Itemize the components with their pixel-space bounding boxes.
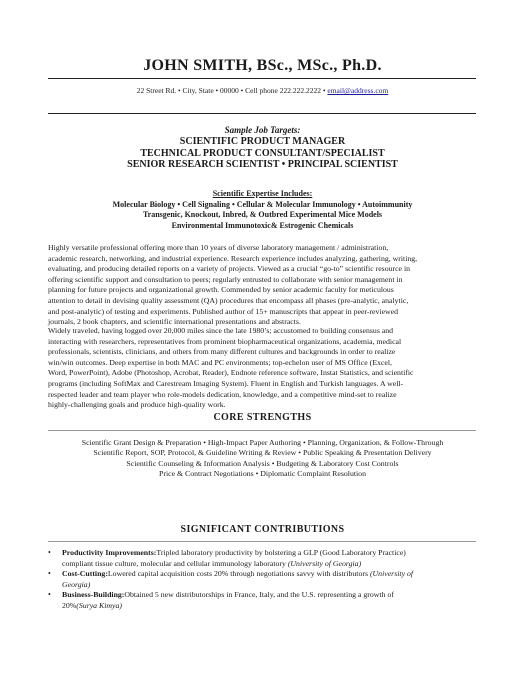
- bullet-icon: •: [48, 548, 51, 557]
- contribution-org: (University of Georgia): [287, 558, 362, 568]
- summary-line: attention to detail in devising quality assessment (QA) procedures that encompass all phases (pre-analytic, analytic,: [48, 295, 409, 305]
- summary-line: Highly versatile professional offering more than 10 years of diverse laboratory management / administration,: [48, 243, 389, 252]
- core-strengths-list: [0, 438, 525, 480]
- strengths-line: Scientific Grant Design & Preparation • High-Impact Paper Authoring • Planning, Organization, & Follow-Through: [81, 438, 444, 447]
- contribution-org: Georgia): [62, 579, 91, 589]
- strengths-line: Scientific Counseling & Information Analysis • Budgeting & Laboratory Cost Controls: [126, 458, 399, 468]
- contribution-org: (Surya Kimya): [76, 600, 122, 610]
- job-target-title: SENIOR RESEARCH SCIENTIST • PRINCIPAL SCIENTIST: [127, 159, 398, 170]
- core-strengths-title: CORE STRENGTHS: [213, 412, 312, 423]
- contribution-label: Productivity Improvements:: [62, 548, 157, 557]
- header-top-rule: [48, 78, 476, 79]
- expertise-line: Molecular Biology • Cell Signaling • Cellular & Molecular Immunology • Autoimmunity: [112, 199, 413, 209]
- job-targets: [0, 125, 525, 171]
- expertise-block: [0, 189, 525, 231]
- summary-paragraph-1: [48, 243, 476, 328]
- contribution-text: Tripled laboratory productivity by bolstering a GLP (Good Laboratory Practice): [156, 548, 406, 557]
- job-target-title: SCIENTIFIC PRODUCT MANAGER: [179, 136, 346, 147]
- summary-line: programs (including SoftMax and Carestream Imaging System). Fluent in English and Turkish languages. A well-: [48, 378, 404, 388]
- summary-line: offering scientific support and consultation to peers; regularly entrusted to collaborate with senior management in: [48, 274, 403, 284]
- contact-details: 22 Street Rd. • City, State • 00000 • Cell phone 222.222.2222 •: [136, 86, 328, 95]
- summary-line: journals, 2 book chapters, and scientific international presentations and abstracts.: [48, 317, 301, 327]
- contributions-rule: [48, 541, 476, 542]
- contribution-item: [48, 548, 476, 569]
- summary-line: evaluating, and producing detailed reports on a variety of projects. Viewed as a crucial “go-to” scientific resource in: [48, 264, 411, 274]
- job-target-title: TECHNICAL PRODUCT CONSULTANT/SPECIALIST: [140, 147, 385, 159]
- summary-line: respected leader and team player who role-models dedication, knowledge, and a competitive mind-set to realize: [48, 389, 397, 399]
- candidate-name: JOHN SMITH, BSc., MSc., Ph.D.: [143, 57, 382, 74]
- contribution-text: compliant tissue culture, molecular and cellular immunology laboratory: [62, 558, 288, 568]
- contribution-text: 20%: [62, 600, 77, 610]
- expertise-line: Transgenic, Knockout, Inbred, & Outbred Experimental Mice Models: [142, 210, 383, 219]
- summary-line: professionals, scientists, clinicians, and others from many different cultures and backgrounds in order to realize: [48, 347, 396, 357]
- job-targets-heading: Sample Job Targets:: [224, 125, 301, 135]
- contribution-org: (University of: [369, 569, 414, 578]
- summary-line: highly-challenging goals and produce high-quality work.: [48, 400, 226, 410]
- core-strengths-rule: [48, 430, 476, 431]
- contributions-title: SIGNIFICANT CONTRIBUTIONS: [180, 524, 345, 535]
- bullet-icon: •: [48, 590, 51, 599]
- summary-line: academic research, networking, and industrial experience. Research experience includes analyzing, gathering, writing,: [48, 253, 418, 263]
- contribution-text: Obtained 5 new distributorships in France, Italy, and the U.S. representing a growth of: [124, 590, 394, 599]
- summary-line: planning for future projects and organizational growth. Commended by senior academic faculty for meticulous: [48, 285, 394, 295]
- contribution-item: [48, 590, 476, 611]
- summary-paragraph-2: [48, 326, 476, 411]
- contributions-list: [48, 548, 476, 611]
- contribution-text: Lowered capital acquisition costs 20% through negotiations savvy with distributors: [107, 569, 370, 578]
- strengths-line: Price & Contract Negotiations • Diplomatic Complaint Resolution: [159, 469, 366, 479]
- contribution-item: [48, 569, 476, 590]
- summary-line: Word, PowerPoint), Adobe (Photoshop, Acrobat, Reader), Endnote reference software, Instat Statistics, and scientific: [48, 368, 414, 378]
- contribution-label: Business-Building:: [62, 590, 125, 599]
- expertise-heading: Scientific Expertise Includes:: [212, 189, 313, 198]
- contact-line: [0, 86, 525, 95]
- expertise-line: Environmental Immunotoxic& Estrogenic Chemicals: [171, 220, 354, 230]
- strengths-line: Scientific Report, SOP, Protocol, & Guideline Writing & Review • Public Speaking & Presentation Delivery: [93, 448, 432, 458]
- summary-line: and post-analytic) of testing and experiments. Published author of 15+ manuscripts that appear in peer-reviewed: [48, 306, 399, 316]
- contribution-label: Cost-Cutting:: [62, 569, 108, 578]
- summary-line: Widely traveled, having logged over 20,000 miles since the late 1980’s; accustomed to building consensus and: [48, 326, 394, 335]
- email-link[interactable]: email@address.com: [327, 86, 389, 95]
- summary-line: interacting with researchers, representatives from prominent biopharmaceutical organizations, academia, medical: [48, 336, 402, 346]
- header-bottom-rule: [48, 113, 476, 114]
- summary-line: win/win outcomes. Deep expertise in both MAC and PC environments; top-echelon user of MS Office (Excel,: [48, 357, 392, 367]
- bullet-icon: •: [48, 569, 51, 578]
